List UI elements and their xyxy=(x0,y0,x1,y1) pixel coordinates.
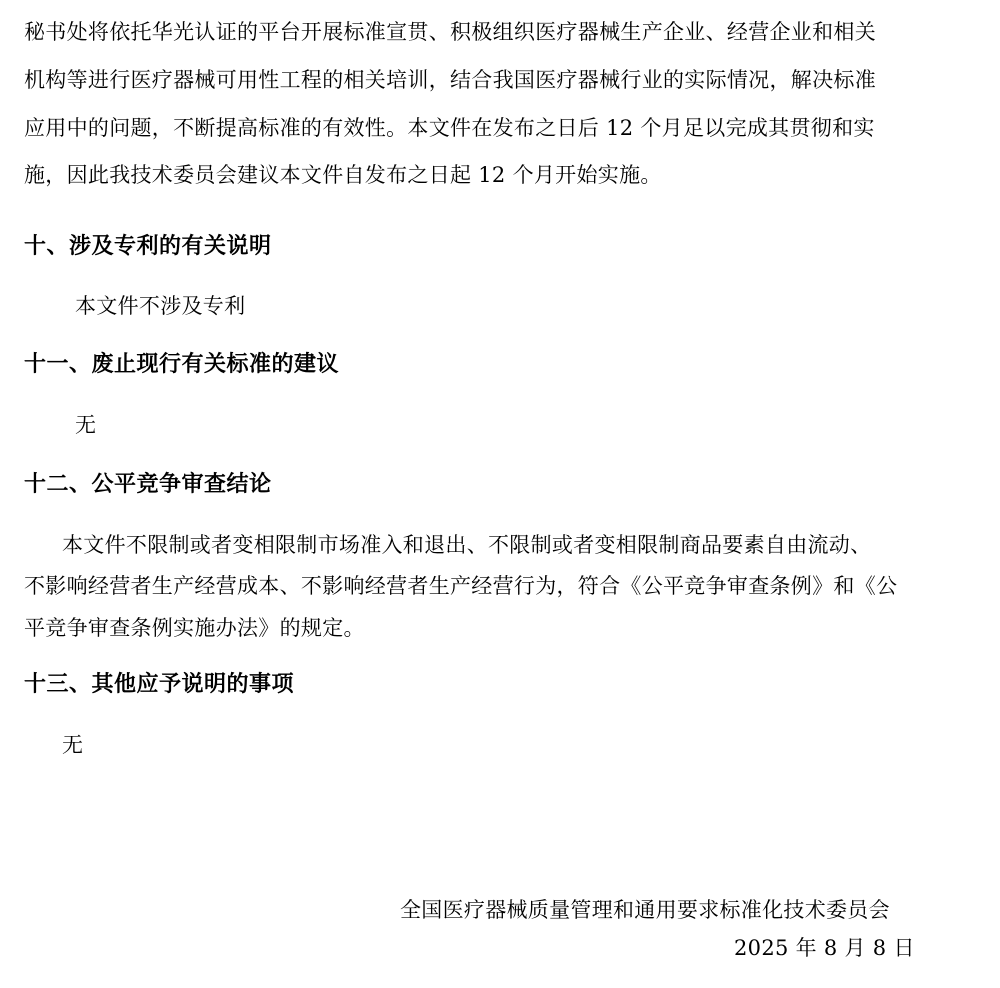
section-13-heading: 十三、其他应予说明的事项 xyxy=(24,672,295,697)
section-12-heading: 十二、公平竞争审查结论 xyxy=(24,472,272,497)
section-12-line-3: 平竞争审查条例实施办法》的规定。 xyxy=(24,616,365,640)
signature-date: 2025 年 8 月 8 日 xyxy=(734,936,915,960)
section-13-body: 无 xyxy=(62,733,84,757)
section-10-heading: 十、涉及专利的有关说明 xyxy=(24,234,272,259)
section-10-body: 本文件不涉及专利 xyxy=(75,294,246,318)
section-12-line-2: 不影响经营者生产经营成本、不影响经营者生产经营行为，符合《公平竞争审查条例》和《公 xyxy=(24,574,898,598)
section-11-heading: 十一、废止现行有关标准的建议 xyxy=(24,352,340,377)
section-11-body: 无 xyxy=(75,413,97,437)
intro-line-2: 机构等进行医疗器械可用性工程的相关培训，结合我国医疗器械行业的实际情况，解决标准 xyxy=(24,68,876,92)
signature-organization: 全国医疗器械质量管理和通用要求标准化技术委员会 xyxy=(400,898,890,922)
section-12-line-1: 本文件不限制或者变相限制市场准入和退出、不限制或者变相限制商品要素自由流动、 xyxy=(62,533,872,557)
intro-line-3: 应用中的问题，不断提高标准的有效性。本文件在发布之日后 12 个月足以完成其贯彻和实 xyxy=(24,116,875,140)
intro-line-1: 秘书处将依托华光认证的平台开展标准宣贯、积极组织医疗器械生产企业、经营企业和相关 xyxy=(24,20,876,44)
intro-line-4: 施，因此我技术委员会建议本文件自发布之日起 12 个月开始实施。 xyxy=(24,163,662,187)
